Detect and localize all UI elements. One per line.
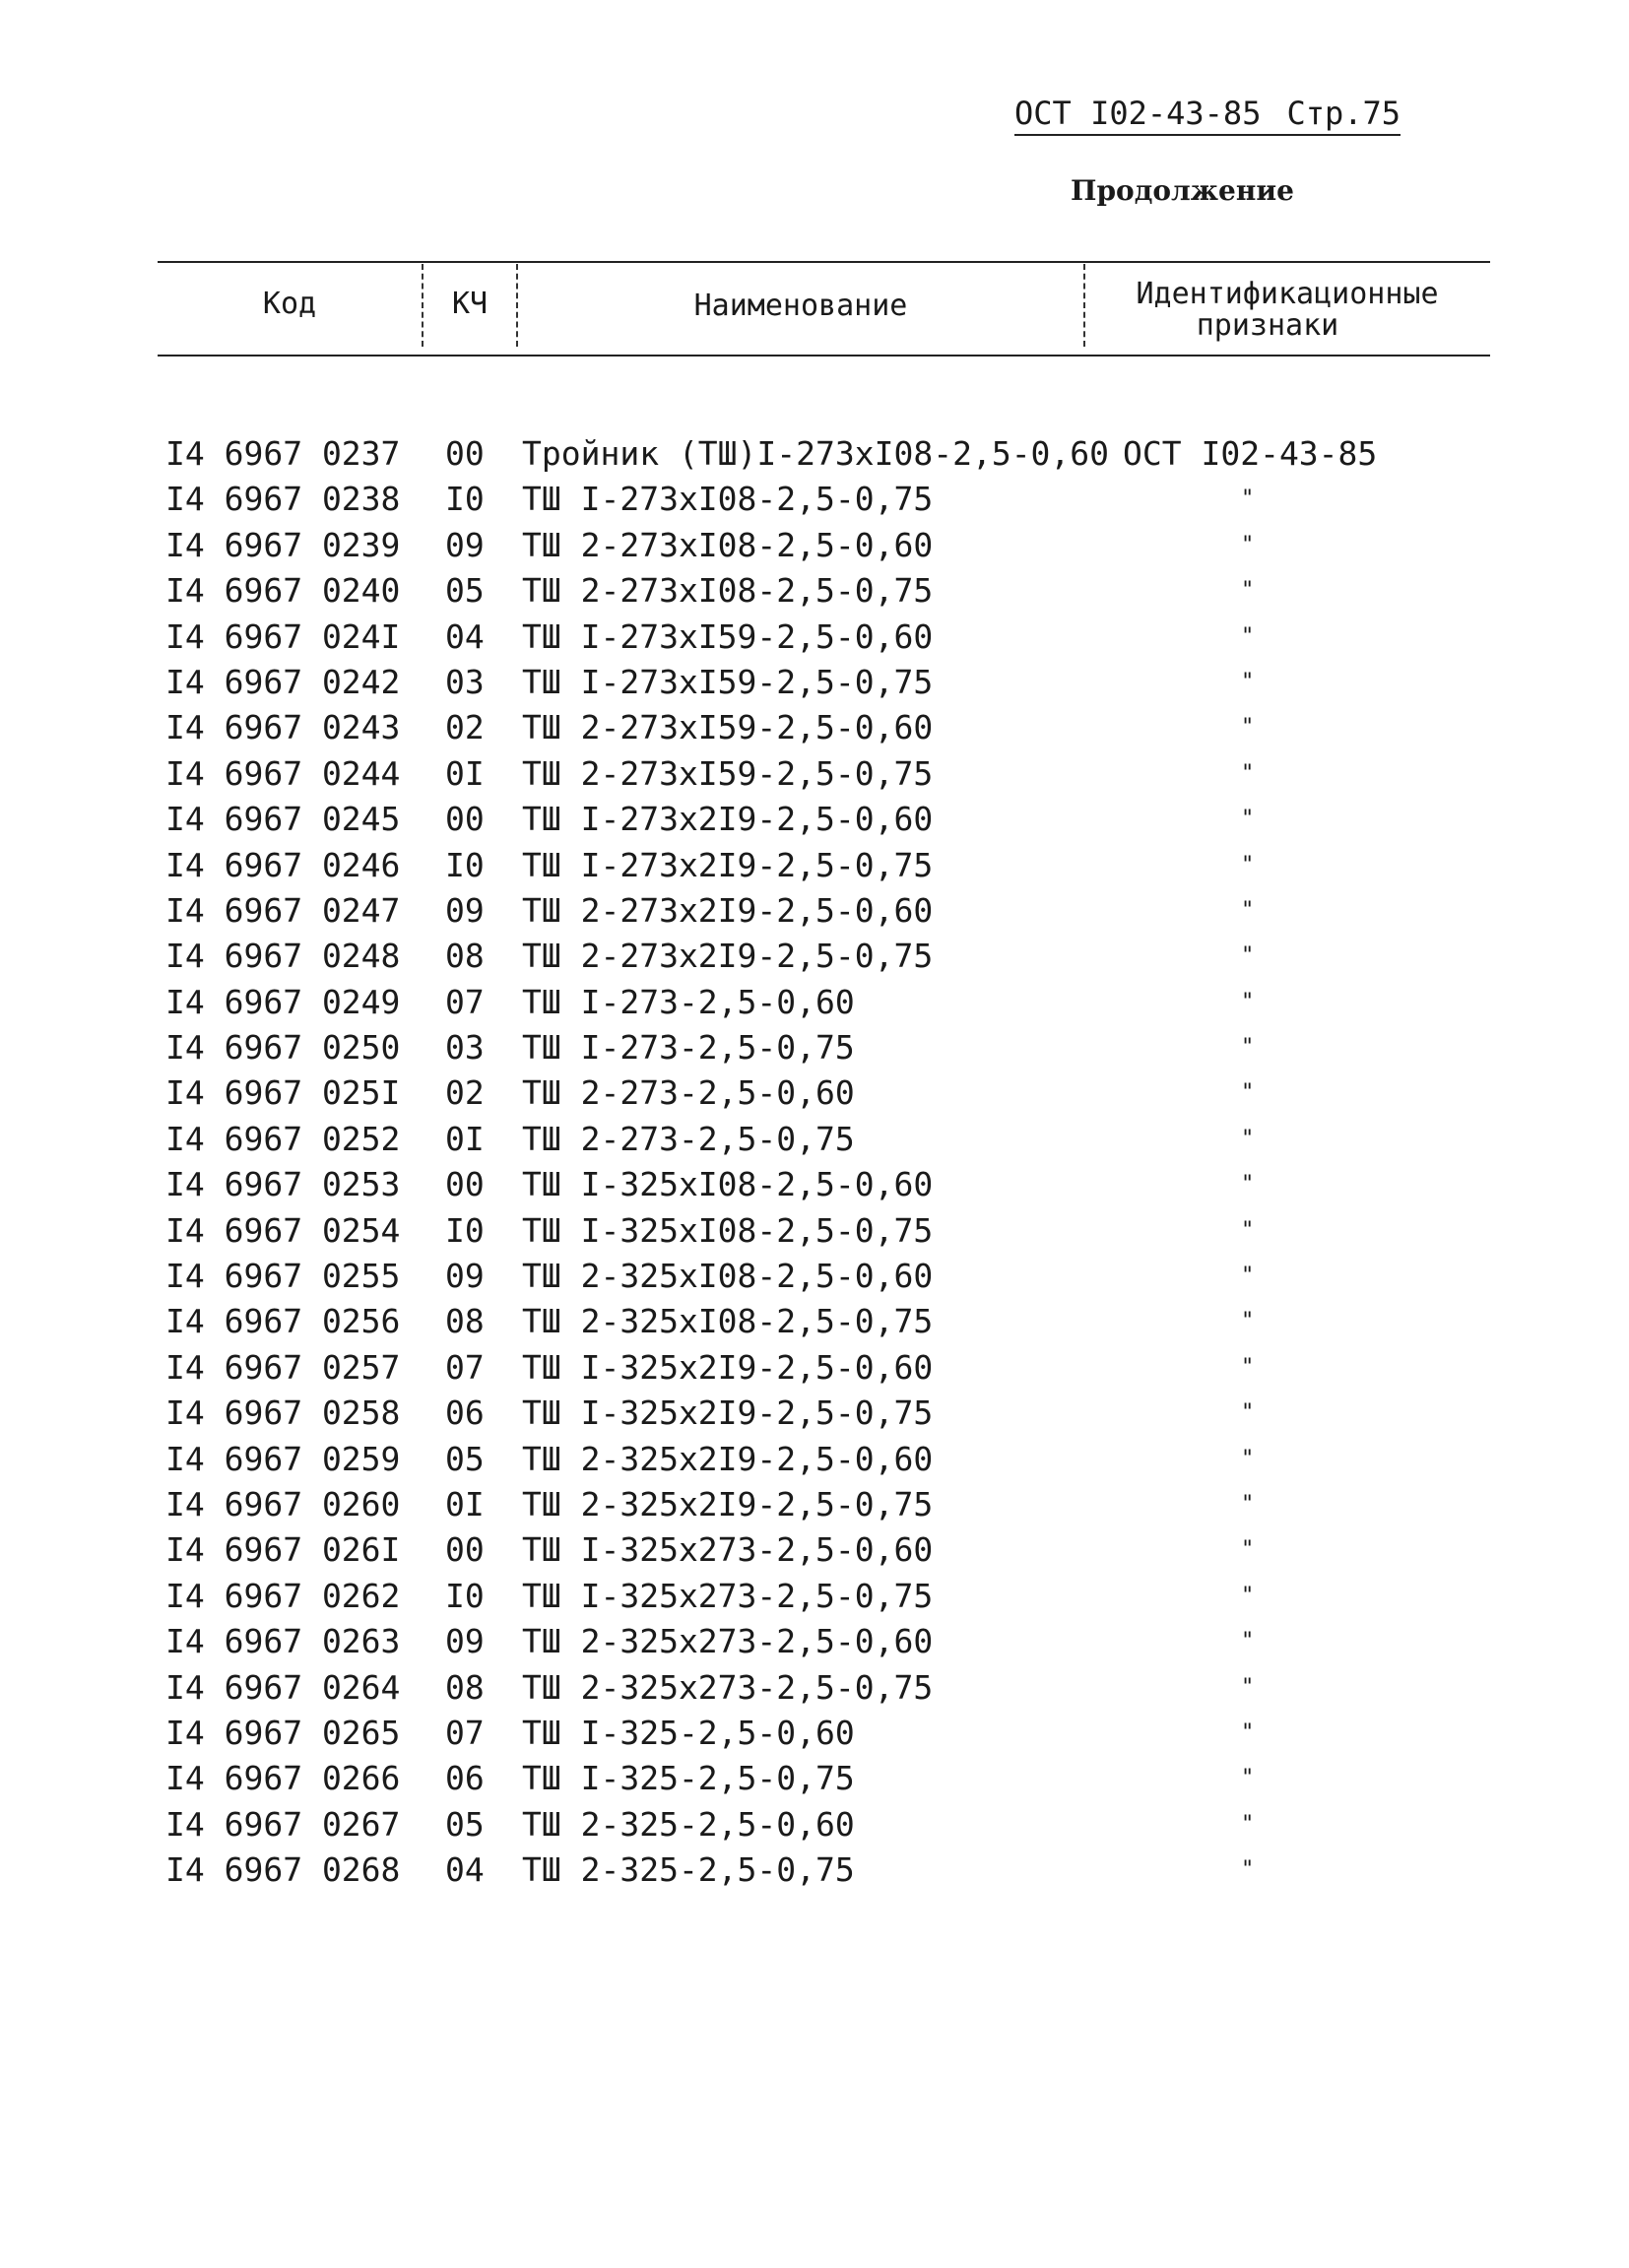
name-cell: ТШ 2-273xI59-2,5-0,60 — [522, 708, 934, 747]
table-row — [0, 751, 1629, 797]
ditto-mark: " — [1241, 1354, 1255, 1380]
table-row — [0, 705, 1629, 750]
kch-cell: 09 — [445, 890, 485, 930]
kch-cell: 08 — [445, 1302, 485, 1341]
kch-cell: 09 — [445, 1622, 485, 1661]
name-cell: ТШ 2-273xI08-2,5-0,75 — [522, 571, 934, 611]
ditto-mark: " — [1241, 760, 1255, 786]
kch-cell: 00 — [445, 800, 485, 839]
code-cell: I4 6967 0258 — [165, 1393, 401, 1433]
name-cell: ТШ 2-273x2I9-2,5-0,75 — [522, 937, 934, 976]
code-cell: I4 6967 0246 — [165, 845, 401, 884]
code-cell: I4 6967 0237 — [165, 434, 401, 473]
name-cell: ТШ 2-273xI59-2,5-0,75 — [522, 753, 934, 793]
ditto-mark: " — [1241, 943, 1255, 969]
kch-cell: 02 — [445, 1073, 485, 1113]
code-cell: I4 6967 0267 — [165, 1804, 401, 1844]
name-cell: ТШ 2-325xI08-2,5-0,75 — [522, 1302, 934, 1341]
kch-cell: 03 — [445, 662, 485, 701]
header-top-rule — [158, 261, 1490, 263]
kch-cell: 00 — [445, 1165, 485, 1204]
code-cell: I4 6967 0259 — [165, 1439, 401, 1478]
ditto-mark: " — [1241, 1719, 1255, 1745]
kch-cell: 07 — [445, 1713, 485, 1752]
ditto-mark: " — [1241, 852, 1255, 877]
name-cell: ТШ 2-325x273-2,5-0,75 — [522, 1667, 934, 1707]
name-cell: ТШ I-273xI08-2,5-0,75 — [522, 480, 934, 519]
table-row — [0, 1756, 1629, 1801]
header-bottom-rule — [158, 355, 1490, 356]
kch-cell: 04 — [445, 616, 485, 656]
table-row — [0, 1117, 1629, 1162]
kch-cell: 0I — [445, 753, 485, 793]
name-cell: ТШ 2-325-2,5-0,75 — [522, 1850, 855, 1890]
kch-cell: I0 — [445, 845, 485, 884]
ditto-mark: " — [1241, 1309, 1255, 1334]
table-row — [0, 523, 1629, 568]
kch-cell: 08 — [445, 1667, 485, 1707]
kch-cell: 07 — [445, 1347, 485, 1387]
page-header — [1014, 95, 1401, 136]
kch-cell: 09 — [445, 1257, 485, 1296]
table-row — [0, 1847, 1629, 1893]
ditto-mark: " — [1241, 486, 1255, 512]
table-row — [0, 934, 1629, 979]
ditto-mark: " — [1241, 578, 1255, 604]
kch-cell: I0 — [445, 1210, 485, 1250]
name-cell: ТШ I-325-2,5-0,60 — [522, 1713, 855, 1752]
kch-cell: I0 — [445, 1576, 485, 1615]
name-cell: ТШ I-273x2I9-2,5-0,60 — [522, 800, 934, 839]
name-cell: ТШ 2-273x2I9-2,5-0,60 — [522, 890, 934, 930]
code-cell: I4 6967 0240 — [165, 571, 401, 611]
kch-cell: 06 — [445, 1759, 485, 1798]
ditto-mark: " — [1241, 1811, 1255, 1837]
column-header-id — [1085, 279, 1489, 342]
table-row — [0, 1070, 1629, 1116]
code-cell: I4 6967 0264 — [165, 1667, 401, 1707]
name-cell: ТШ 2-325xI08-2,5-0,60 — [522, 1257, 934, 1296]
id-cell: ОСТ I02-43-85 — [1123, 434, 1378, 473]
table-row — [0, 1391, 1629, 1436]
name-cell: ТШ I-325xI08-2,5-0,75 — [522, 1210, 934, 1250]
ditto-mark: " — [1241, 1674, 1255, 1700]
column-header-id-line1: Идентификационные — [1136, 277, 1439, 311]
kch-cell: 05 — [445, 1804, 485, 1844]
column-header-name: Наименование — [693, 289, 908, 323]
name-cell: ТШ I-325x2I9-2,5-0,75 — [522, 1393, 934, 1433]
code-cell: I4 6967 0247 — [165, 890, 401, 930]
ditto-mark: " — [1241, 1583, 1255, 1608]
ditto-mark: " — [1241, 1080, 1255, 1106]
ditto-mark: " — [1241, 807, 1255, 832]
code-cell: I4 6967 0265 — [165, 1713, 401, 1752]
name-cell: ТШ 2-325x2I9-2,5-0,60 — [522, 1439, 934, 1478]
name-cell: ТШ I-273-2,5-0,75 — [522, 1028, 855, 1068]
kch-cell: 05 — [445, 1439, 485, 1478]
table-row — [0, 568, 1629, 614]
name-cell: ТШ I-273-2,5-0,60 — [522, 982, 855, 1021]
kch-cell: I0 — [445, 480, 485, 519]
ditto-mark: " — [1241, 1264, 1255, 1289]
code-cell: I4 6967 0248 — [165, 937, 401, 976]
name-cell: ТШ I-325x273-2,5-0,60 — [522, 1530, 934, 1570]
table-row — [0, 431, 1629, 477]
table-row — [0, 477, 1629, 522]
table-row — [0, 1619, 1629, 1664]
table-row — [0, 1254, 1629, 1299]
ditto-mark: " — [1241, 1491, 1255, 1517]
code-cell: I4 6967 0245 — [165, 800, 401, 839]
ditto-mark: " — [1241, 532, 1255, 557]
code-cell: I4 6967 0254 — [165, 1210, 401, 1250]
code-cell: I4 6967 0256 — [165, 1302, 401, 1341]
code-cell: I4 6967 0260 — [165, 1484, 401, 1523]
ditto-mark: " — [1241, 1766, 1255, 1791]
ditto-mark: " — [1241, 1857, 1255, 1883]
ditto-mark: " — [1241, 1400, 1255, 1426]
name-cell: Тройник (ТШ)I-273xI08-2,5-0,60 — [522, 434, 1110, 473]
name-cell: ТШ I-325x273-2,5-0,75 — [522, 1576, 934, 1615]
kch-cell: 03 — [445, 1028, 485, 1068]
table-row — [0, 1345, 1629, 1391]
table-row — [0, 888, 1629, 934]
code-cell: I4 6967 0252 — [165, 1119, 401, 1158]
table-row — [0, 843, 1629, 888]
code-cell: I4 6967 0268 — [165, 1850, 401, 1890]
table-row — [0, 1299, 1629, 1344]
table-row — [0, 1208, 1629, 1254]
name-cell: ТШ 2-325-2,5-0,60 — [522, 1804, 855, 1844]
ditto-mark: " — [1241, 715, 1255, 741]
standard-number: ОСТ I02-43-85 — [1014, 95, 1262, 132]
ditto-mark: " — [1241, 1172, 1255, 1198]
kch-cell: 00 — [445, 434, 485, 473]
code-cell: I4 6967 0249 — [165, 982, 401, 1021]
name-cell: ТШ 2-273xI08-2,5-0,60 — [522, 525, 934, 564]
table-row — [0, 1162, 1629, 1207]
ditto-mark: " — [1241, 1126, 1255, 1151]
kch-cell: 05 — [445, 571, 485, 611]
kch-cell: 06 — [445, 1393, 485, 1433]
name-cell: ТШ 2-325x2I9-2,5-0,75 — [522, 1484, 934, 1523]
ditto-mark: " — [1241, 1035, 1255, 1061]
table-row — [0, 1025, 1629, 1070]
continuation-label: Продолжение — [1071, 174, 1294, 207]
code-cell: I4 6967 0242 — [165, 662, 401, 701]
kch-cell: 08 — [445, 937, 485, 976]
code-cell: I4 6967 0239 — [165, 525, 401, 564]
ditto-mark: " — [1241, 1537, 1255, 1563]
column-header-kch: КЧ — [451, 287, 489, 321]
name-cell: ТШ I-325xI08-2,5-0,60 — [522, 1165, 934, 1204]
table-row — [0, 1482, 1629, 1527]
code-cell: I4 6967 0266 — [165, 1759, 401, 1798]
column-header-code: Код — [262, 287, 317, 321]
code-cell: I4 6967 024I — [165, 616, 401, 656]
table-row — [0, 615, 1629, 660]
name-cell: ТШ 2-273-2,5-0,75 — [522, 1119, 855, 1158]
kch-cell: 0I — [445, 1119, 485, 1158]
name-cell: ТШ I-273xI59-2,5-0,60 — [522, 616, 934, 656]
kch-cell: 04 — [445, 1850, 485, 1890]
ditto-mark: " — [1241, 623, 1255, 649]
table-row — [0, 1665, 1629, 1711]
code-cell: I4 6967 0257 — [165, 1347, 401, 1387]
kch-cell: 00 — [445, 1530, 485, 1570]
ditto-mark: " — [1241, 1446, 1255, 1471]
code-cell: I4 6967 0263 — [165, 1622, 401, 1661]
code-cell: I4 6967 0262 — [165, 1576, 401, 1615]
kch-cell: 07 — [445, 982, 485, 1021]
ditto-mark: " — [1241, 897, 1255, 923]
name-cell: ТШ I-273xI59-2,5-0,75 — [522, 662, 934, 701]
table-row — [0, 660, 1629, 705]
code-cell: I4 6967 0253 — [165, 1165, 401, 1204]
code-cell: I4 6967 025I — [165, 1073, 401, 1113]
table-row — [0, 1802, 1629, 1847]
name-cell: ТШ 2-325x273-2,5-0,60 — [522, 1622, 934, 1661]
ditto-mark: " — [1241, 1217, 1255, 1243]
table-row — [0, 1711, 1629, 1756]
table-row — [0, 1527, 1629, 1573]
table-row — [0, 1574, 1629, 1619]
table-row — [0, 1437, 1629, 1482]
table-body — [0, 431, 1629, 1894]
code-cell: I4 6967 0250 — [165, 1028, 401, 1068]
code-cell: I4 6967 026I — [165, 1530, 401, 1570]
ditto-mark: " — [1241, 1629, 1255, 1654]
code-cell: I4 6967 0244 — [165, 753, 401, 793]
code-cell: I4 6967 0238 — [165, 480, 401, 519]
name-cell: ТШ I-325x2I9-2,5-0,60 — [522, 1347, 934, 1387]
ditto-mark: " — [1241, 989, 1255, 1014]
code-cell: I4 6967 0243 — [165, 708, 401, 747]
code-cell: I4 6967 0255 — [165, 1257, 401, 1296]
name-cell: ТШ 2-273-2,5-0,60 — [522, 1073, 855, 1113]
kch-cell: 02 — [445, 708, 485, 747]
page-number: Стр.75 — [1286, 95, 1401, 132]
ditto-mark: " — [1241, 669, 1255, 694]
name-cell: ТШ I-273x2I9-2,5-0,75 — [522, 845, 934, 884]
kch-cell: 09 — [445, 525, 485, 564]
name-cell: ТШ I-325-2,5-0,75 — [522, 1759, 855, 1798]
kch-cell: 0I — [445, 1484, 485, 1523]
table-row — [0, 797, 1629, 842]
table-row — [0, 980, 1629, 1025]
column-header-id-line2: признаки — [1196, 308, 1339, 343]
